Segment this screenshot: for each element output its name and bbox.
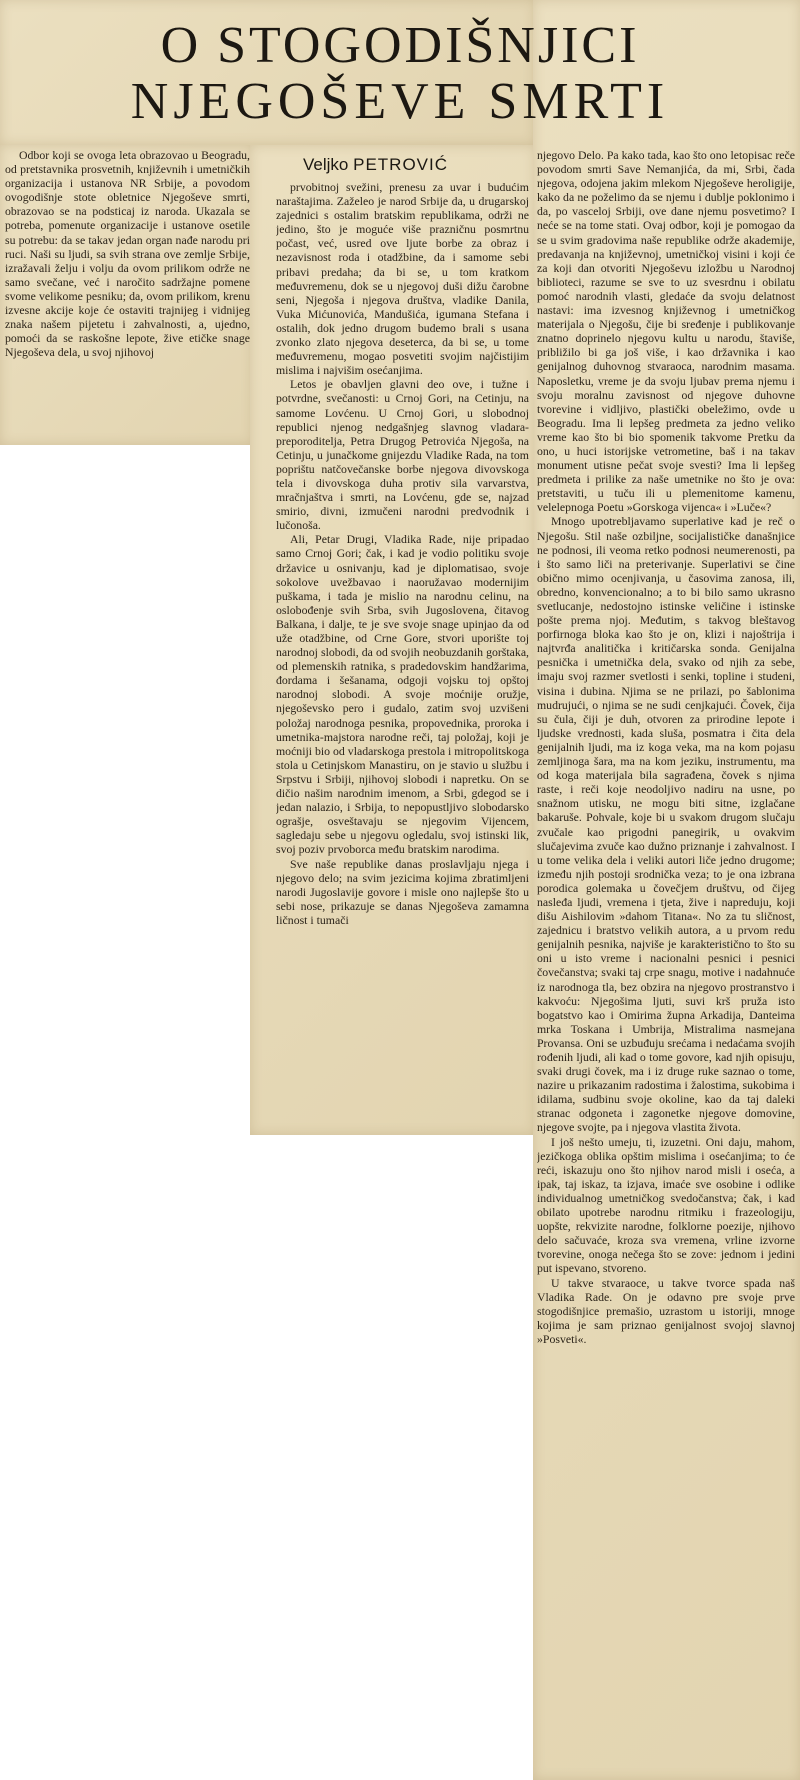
- paragraph: njegovo Delo. Pa kako tada, kao što ono letopisac reče povodom smrti Save Nemanjića, da mi, Srbi, čada njegova, odojena jakim mlekom Njegoševe heroligije, kako da ne poželimo da se njemu i dublje poklonimo i da, po vasceloj Srbiji, ove dane njemu posvetimo? I neće se na tome stati. Ovaj odbor, koji je pomogao da se u svim gradovima naše republike održe akademije, predavanja na književnoj, umetničkoj visini i koji će za koji dan otvoriti Njegoševu izložbu u Narodnoj biblioteci, razume se sve to uz svesrdnu i obilatu pomoć narodnih vlasti, gledaće da svoju delatnost nastavi: ima izvesnog književnog i umetničkog materijala o Njegošu, čije bi sređenje i publikovanje znatno doprinelo njegovu kultu u narodu, štaviše, približilo bi ga još više, i kao državnika i kao genijalnog duhovnog stvaraoca, narodnim masama. Naposletku, vreme je da svoju ljubav prema njemu i svoju moralnu zavisnost od njegove duhovne tvorevine i vidljivo, plastički obeležimo, ovde u Beogradu. Ima li lepšeg predmeta za jedno veliko vreme kao što bi bio spomenik takvome Pretku da ono, u huci istorijske vetrometine, baš i na takav monument utisne pečat svoje svesti? Ima li lepšeg predmeta i prilike za naše umetnike no što je ova: pretstaviti, u tuču ili u plemenitome kamenu, velelepnoga Poetu »Gorskoga vijenca« i »Luče«?: [537, 148, 795, 515]
- paragraph: Ali, Petar Drugi, Vladika Rade, nije pripadao samo Crnoj Gori; čak, i kad je vodio politiku svoje državice u osnivanju, kad je diplomatisao, svoje sokolove uvežbavao i naoružavao modernijim puškama, i tada je mislio na narodnu celinu, na oslobođenje svih Srba, svih Jugoslovena, čitavog Balkana, i dalje, te je sve svoje snage upinjao da od uže otadžbine, od Crne Gore, stvori uporište toj narodnoj slobodi, da od svojih neobuzdanih gorštaka, od plemenskih ratnika, s pradedovskim handžarima, đordama i šešanama, odgoji vojsku toj opštoj narodnoj slobodi. A svoje moćnije oružje, njegoševsko pero i gudalo, zatim svoj uzvišeni položaj narodnoga pesnika, propovednika, proroka i umetnika-majstora narodne reči, taj položaj, koji je moćniji bio od vladarskoga prestola i mitropolitskoga stola u Cetinjskom Manastiru, on je stavio u službu i Srpstvu i Srbiji, njihovoj slobodi i napretku. On se dičio našim narodnim imenom, a Srbi, gdegod se i jedan nalazio, i Srbija, to nepopustljivo slobodarsko ograšje, osveštavaju se njegovim Vijencem, sagledaju sebe u njegovu ogledalu, svoj istinski lik, svoj poziv prvoborca među bratskim narodima.: [276, 532, 529, 857]
- text-column-3: [537, 148, 795, 1776]
- author-byline: [303, 155, 448, 175]
- paragraph: I još nešto umeju, ti, izuzetni. Oni daju, mahom, jezičkoga oblika opštim mislima i osećanjima; to će reći, iskazuju ono što njihov narod misli i oseća, a ipak, taj iskaz, ta izjava, imaće sve osobine i odlike individualnog umetničkog svedočanstva; čak, i kad obilato upotrebe narodnu ritmiku i frazeologiju, uopšte, rekvizite narodne, folklorne poezije, njihovo delo sačuvaće, kroza sva vremena, vrline izvorne tvorevine, onoga nečega što se zove: jednom i jedini put ispevano, stvoreno.: [537, 1134, 795, 1276]
- article-headline: [0, 18, 800, 130]
- headline-line-1: O STOGODIŠNJICI: [160, 17, 640, 74]
- paragraph: Sve naše republike danas proslavljaju njega i njegovo delo; na svim jezicima kojima zbratimljeni narodi Jugoslavije govore i misle ono najlepše što u sebi nose, prikazuje se danas Njegoševa zamamna ličnost i tumači: [276, 856, 529, 927]
- text-column-1: [5, 148, 250, 443]
- author-given-name: Veljko: [303, 155, 349, 174]
- paragraph: prvobitnoj svežini, prenesu za uvar i budućim naraštajima. Zaželeo je narod Srbije da, u drugarskoj zajednici s ostalim bratskim republikama, održi ne jedino, što je moguće više prazničnu posmrtnu počast, već, usred ove ljute borbe za obraz i nezavisnost roda i otadžbine, da i samome sebi pribavi predaha; da bi se, u tom kratkom međuvremenu, dok se u njegovoj duši dižu čarobne seni, Njegoša i njegova društva, vladike Danila, Vuka Mićunovića, Mandušića, igumana Stefana i ostalih, dok jedno drugom budemo brali s usana zvonko zlato njegova deseterca, da bi se, u tome međuvremenu, mogao posvetiti svojim najčistijim mislima i najvišim osećanjima.: [276, 180, 529, 378]
- author-surname: PETROVIĆ: [353, 155, 449, 174]
- paragraph: Mnogo upotrebljavamo superlative kad je reč o Njegošu. Stil naše ozbiljne, socijalističke današnjice ne podnosi, ili veoma retko podnosi neumerenosti, pa i što samo liči na preterivanje. Superlativi se čine obično mimo ocenjivanja, u časovima zanosa, ili, obredno, konvencionalno; a to bi bilo samo ukrasno svetlucanje, nedostojno istinske veličine i istinske pošte prema njoj. Međutim, s takvog bleštavog porfirnoga bloka kao što je on, klizi i najoštrija i najtvrđa analitička i kritičarska sonda. Genijalna pesnička i umetnička dela, svako od njih za sebe, imaju svoj razmer svetlosti i senki, topline i studeni, visina i dubina. Njima se ne prilazi, po šablonima mudrujući, o njima se ne sudi cenjkajući. Čovek, čija su čula, čiji je duh, otvoren za prirodine lepote i ljudske vrednosti, kada sluša, posmatra i čita dela genijalnih ljudi, ma iz koga veka, ma na kom pojasu zemljinoga šara, ma na kom jeziku, instrumentu, ma od koga materijala bila sagrađena, čovek s njima raste, i reči koje neodoljivo nadiru na usne, po snažnom utisku, ne mogu biti sitne, izglačane bakarušе. Pohvale, koje bi u svakom drugom slučaju zvučale kao prigodni panegirik, u ovakvim slučajevima zvuče kao dužno priznanje i zahvalnost. I u tome velika dela i veliki autori liče jedno drugome; između njih postoji srodnička veza; to je ona izbrana porodica golemaka u čovečjem društvu, od čijeg nasleđa ljudi, vremena i tjeta, žive i napreduju, koji dišu Aishilovim »dahom Titana«. No za tu sličnost, zajednicu i bratstvo velikih autora, a u prvom redu genijalnih pesnika, najviše je karakteristično to što su oni u isto vreme i nacionalni pesnici i pesnici čovečanstva; svaki taj crpe snagu, motive i nadahnuće iz narodnoga tla, bez obzira na njegovo prostranstvo i kakvoću: Njegošima ljuti, suvi krš pruža isto bogatstvo kao i Omirima župna Arkadija, Danteima mrka Toskana i Umbrija, Mistralima nasmejana Provansa. Oni se uzbuđuju srećama i nedaćama svojih rođenih ljudi, ali kad o tome govore, kad njih opisuju, svaki drugi čovek, ma i iz druge ruke saznao o tome, nazire u prikazanim radostima i žalostima, sukobima i idilama, sudbinu svoje okoline, kao da taj daleki stranac odgoneta i zagonetke njegove domovine, njegove svojte, pa i njegova vlastita života.: [537, 514, 795, 1135]
- text-column-2: [276, 180, 529, 1130]
- paragraph: Odbor koji se ovoga leta obrazovao u Beogradu, od pretstavnika prosvetnih, književnih i umetničkih organizacija i ustanova NR Srbije, a povodom ovogodišnje stote obletnice Njegoševe smrti, obrazovao se na podsticaj iz naroda. Ukazala se potreba, pomenute organizacije i ustanove osetile su potrebu: da se takav jedan organ nađe narodu pri ruci. Naši su ljudi, sa svih strana ove zemlje Srbije, izražavali želju i volju da ovom prilikom održe ne samo svečane, već i naročito sadržajne pomene svome velikome pesniku; da, ovom prilikom, krenu izvesne akcije koje će ostaviti trajnijeg i vidnijeg znaka našem pijetetu i zahvalnosti, a, ujedno, pomoći da se raskošne lepote, žive etičke snage Njegoševa dela, u svoj njihovoj: [5, 148, 250, 360]
- headline-line-2: NJEGOŠEVE SMRTI: [130, 73, 670, 130]
- paragraph: U takve stvaraoce, u takve tvorce spada naš Vladika Rade. On je odavno pre svoje prve stogodišnjice premašio, uzrastom u istoriji, mnoge kojima je sam priznao genijalnost svojoj slavnoj »Posveti«.: [537, 1275, 795, 1346]
- paragraph: Letos je obavljen glavni deo ove, i tužne i potvrdne, svečanosti: u Crnoj Gori, na Cetinju, na samome Lovćenu. U Crnoj Gori, u slobodnoj republici njenog nedgašnjeg slavnog vladara-preporoditelja, Petra Drugog Petrovića Njegoša, na Cetinju, u junačkome gnijezdu Vladike Rada, na tom poprištu natčovečanske borbe njegova divovskoga tela i divovskoga duha protiv sila varvarstva, mračnjaštva i smrti, na Lovćenu, gde se, najzad smirio, divni, izmučeni narodni predvodnik i lučonoša.: [276, 377, 529, 533]
